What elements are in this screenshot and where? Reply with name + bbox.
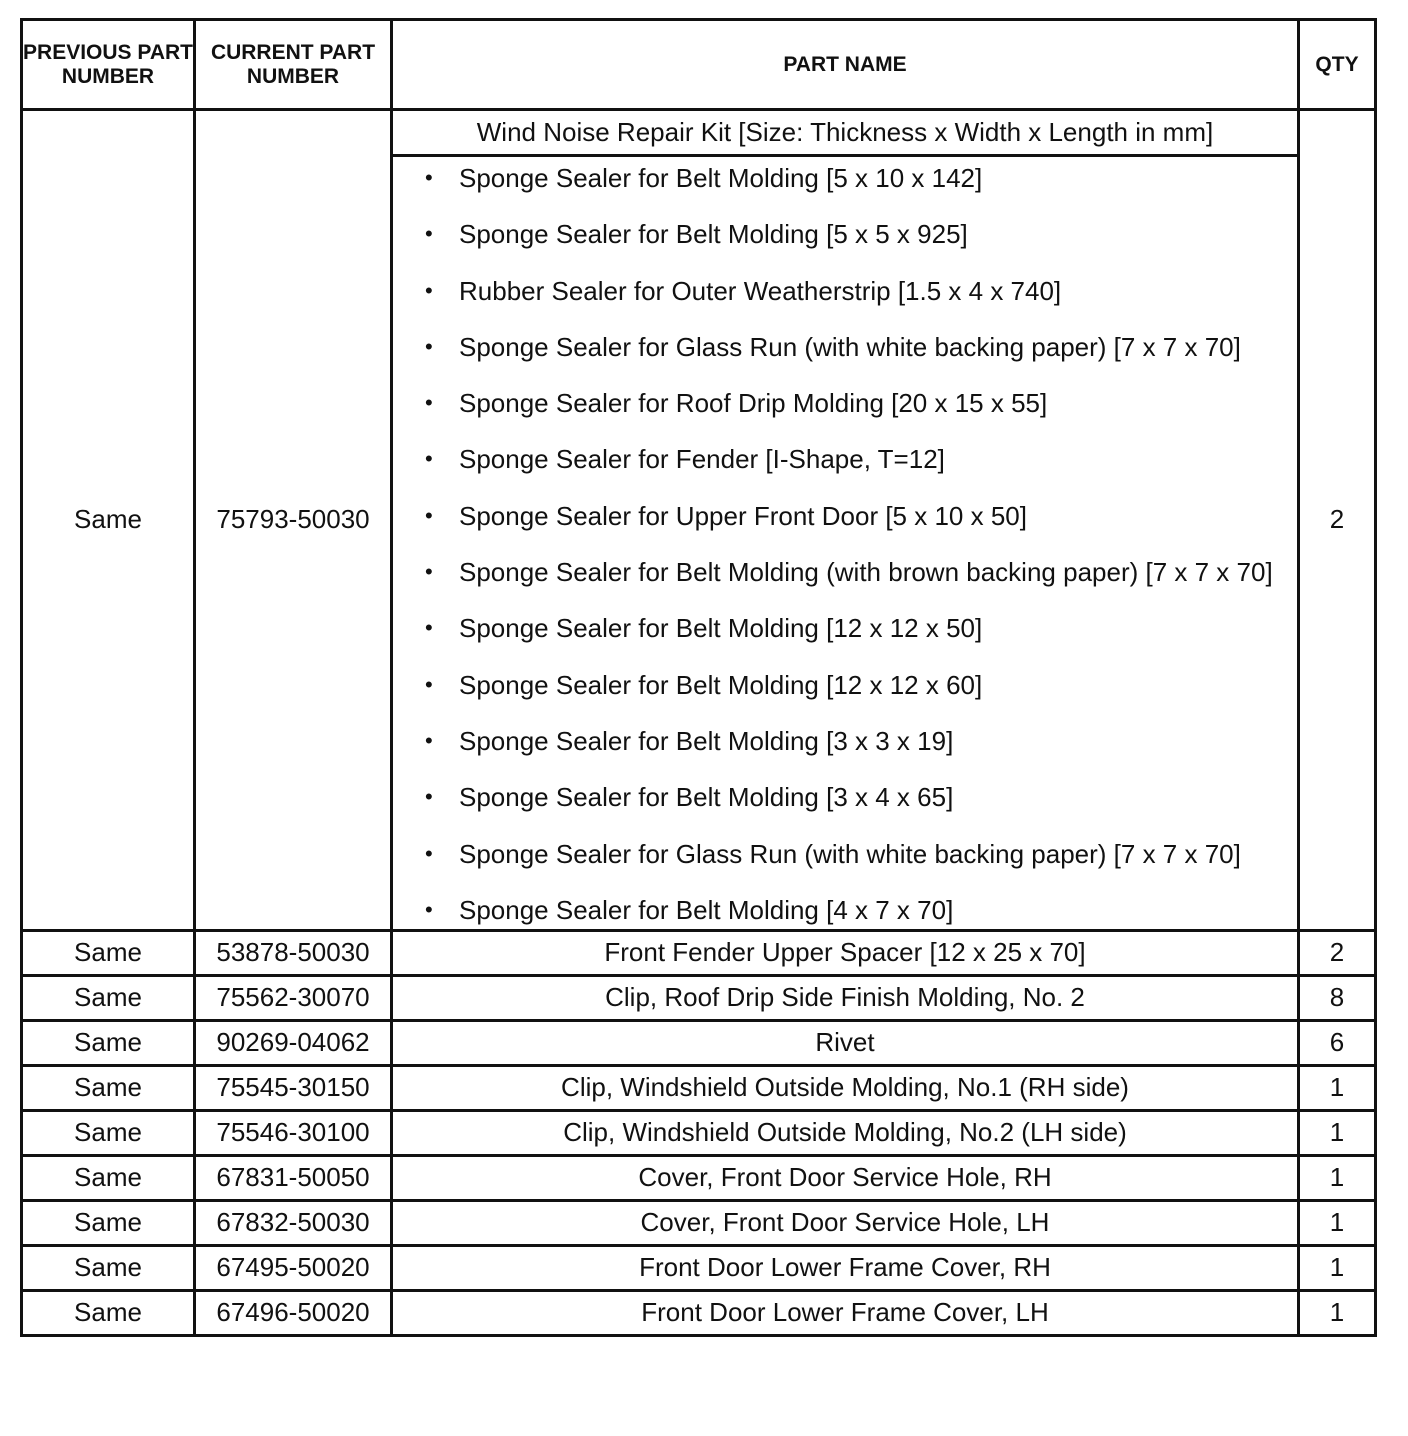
kit-list-item (393, 332, 1297, 362)
table-row (22, 1065, 1376, 1110)
header-qty: QTY (1299, 20, 1376, 110)
table-row (22, 1020, 1376, 1065)
qty-cell: 1 (1299, 1245, 1376, 1290)
kit-list-item (393, 444, 1297, 474)
part-name-cell: Cover, Front Door Service Hole, LH (392, 1200, 1299, 1245)
qty-cell: 6 (1299, 1020, 1376, 1065)
kit-item-list (393, 157, 1297, 929)
kit-list-item (393, 839, 1297, 869)
previous-part-number-cell: Same (22, 1065, 195, 1110)
part-name-cell: Front Fender Upper Spacer [12 x 25 x 70] (392, 930, 1299, 975)
kit-row (22, 110, 1376, 931)
kit-item-text: • Sponge Sealer for Roof Drip Molding [20 x 15 x 55] (459, 388, 1048, 419)
kit-list-item (393, 501, 1297, 531)
kit-list-item (393, 219, 1297, 249)
part-name-cell: Cover, Front Door Service Hole, RH (392, 1155, 1299, 1200)
table-row (22, 1155, 1376, 1200)
kit-list-item (393, 163, 1297, 193)
previous-part-number-cell: Same (22, 1245, 195, 1290)
parts-body (22, 110, 1376, 1336)
table-row (22, 975, 1376, 1020)
part-name-cell: Clip, Windshield Outside Molding, No.1 (RH side) (392, 1065, 1299, 1110)
table-row (22, 1290, 1376, 1335)
previous-part-number-cell: Same (22, 1110, 195, 1155)
kit-item-text: • Sponge Sealer for Glass Run (with white backing paper) [7 x 7 x 70] (459, 838, 1241, 869)
header-current-part-number: CURRENT PART NUMBER (195, 20, 392, 110)
kit-qty: 2 (1299, 110, 1376, 931)
header-row (22, 20, 1376, 110)
qty-cell: 8 (1299, 975, 1376, 1020)
kit-part-name-cell (392, 110, 1299, 931)
kit-title: Wind Noise Repair Kit [Size: Thickness x Width x Length in mm] (393, 111, 1297, 157)
kit-list-item (393, 670, 1297, 700)
current-part-number-cell: 53878-50030 (195, 930, 392, 975)
parts-table (20, 18, 1377, 1337)
kit-list-item (393, 557, 1297, 587)
kit-item-text: • Sponge Sealer for Glass Run (with white backing paper) [7 x 7 x 70] (459, 331, 1241, 362)
kit-list-item (393, 782, 1297, 812)
part-name-cell: Front Door Lower Frame Cover, LH (392, 1290, 1299, 1335)
kit-list-item (393, 726, 1297, 756)
current-part-number-cell: 75545-30150 (195, 1065, 392, 1110)
part-name-cell: Rivet (392, 1020, 1299, 1065)
qty-cell: 1 (1299, 1200, 1376, 1245)
qty-cell: 1 (1299, 1290, 1376, 1335)
kit-item-text: • Sponge Sealer for Belt Molding [5 x 5 x 925] (459, 219, 968, 250)
header-previous-part-number: PREVIOUS PART NUMBER (22, 20, 195, 110)
kit-list-item (393, 388, 1297, 418)
kit-item-text: • Sponge Sealer for Belt Molding [5 x 10 x 142] (459, 163, 983, 193)
previous-part-number-cell: Same (22, 1290, 195, 1335)
previous-part-number-cell: Same (22, 1020, 195, 1065)
table-row (22, 930, 1376, 975)
qty-cell: 1 (1299, 1155, 1376, 1200)
kit-list-item (393, 613, 1297, 643)
part-name-cell: Clip, Roof Drip Side Finish Molding, No. 2 (392, 975, 1299, 1020)
kit-list-item (393, 276, 1297, 306)
kit-item-text: • Sponge Sealer for Fender [I-Shape, T=12] (459, 444, 945, 475)
kit-item-text: • Sponge Sealer for Upper Front Door [5 x 10 x 50] (459, 500, 1027, 531)
kit-list-item (393, 895, 1297, 925)
qty-cell: 1 (1299, 1110, 1376, 1155)
kit-item-text: • Rubber Sealer for Outer Weatherstrip [1.5 x 4 x 740] (459, 275, 1062, 306)
kit-item-text: • Sponge Sealer for Belt Molding [12 x 12 x 60] (459, 669, 983, 700)
kit-current-part-number: 75793-50030 (195, 110, 392, 931)
current-part-number-cell: 75546-30100 (195, 1110, 392, 1155)
kit-item-text: • Sponge Sealer for Belt Molding [4 x 7 x 70] (459, 894, 954, 925)
part-name-cell: Front Door Lower Frame Cover, RH (392, 1245, 1299, 1290)
kit-item-text: • Sponge Sealer for Belt Molding (with brown backing paper) [7 x 7 x 70] (459, 557, 1273, 588)
kit-item-text: • Sponge Sealer for Belt Molding [12 x 12 x 50] (459, 613, 983, 644)
current-part-number-cell: 67495-50020 (195, 1245, 392, 1290)
table-row (22, 1110, 1376, 1155)
current-part-number-cell: 90269-04062 (195, 1020, 392, 1065)
previous-part-number-cell: Same (22, 1155, 195, 1200)
table-row (22, 1245, 1376, 1290)
kit-previous-part-number: Same (22, 110, 195, 931)
current-part-number-cell: 67831-50050 (195, 1155, 392, 1200)
current-part-number-cell: 67832-50030 (195, 1200, 392, 1245)
kit-item-text: • Sponge Sealer for Belt Molding [3 x 4 x 65] (459, 782, 954, 813)
previous-part-number-cell: Same (22, 930, 195, 975)
qty-cell: 2 (1299, 930, 1376, 975)
kit-item-text: • Sponge Sealer for Belt Molding [3 x 3 x 19] (459, 725, 954, 756)
header-part-name: PART NAME (392, 20, 1299, 110)
qty-cell: 1 (1299, 1065, 1376, 1110)
current-part-number-cell: 75562-30070 (195, 975, 392, 1020)
current-part-number-cell: 67496-50020 (195, 1290, 392, 1335)
part-name-cell: Clip, Windshield Outside Molding, No.2 (LH side) (392, 1110, 1299, 1155)
previous-part-number-cell: Same (22, 975, 195, 1020)
previous-part-number-cell: Same (22, 1200, 195, 1245)
table-row (22, 1200, 1376, 1245)
